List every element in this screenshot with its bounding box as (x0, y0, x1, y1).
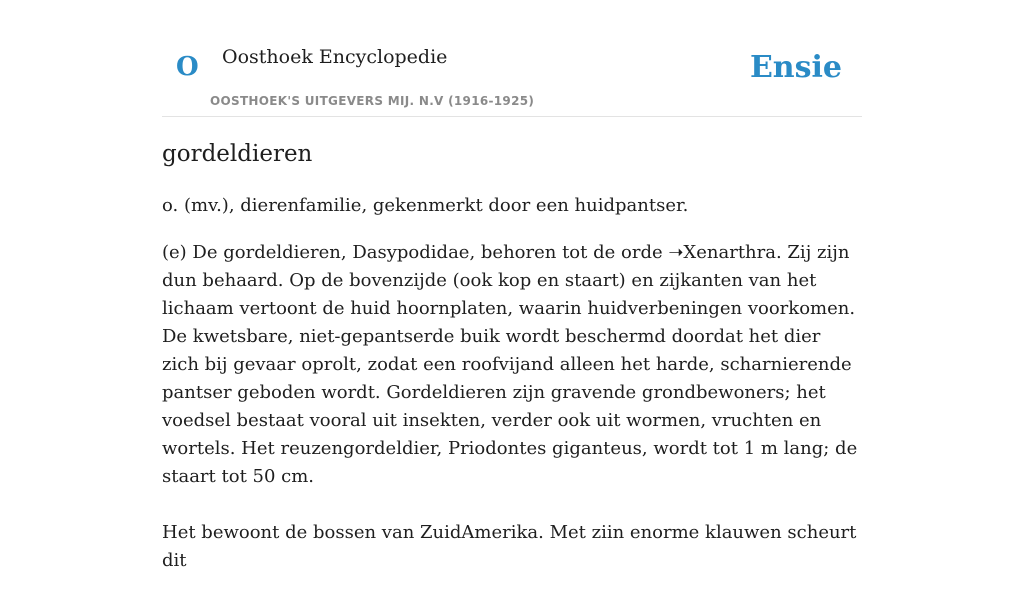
source-title[interactable]: Oosthoek Encyclopedie (222, 46, 448, 68)
entry-definition: o. (mv.), dierenfamilie, gekenmerkt door een huidpantser. (162, 195, 689, 216)
entry-content (162, 138, 862, 603)
xref-link-xenarthra[interactable]: ➝Xenarthra (668, 242, 776, 263)
source-logo[interactable]: O (176, 52, 199, 82)
entry-paragraph (162, 239, 862, 491)
entry-term: gordeldieren (162, 141, 313, 167)
paragraph-text: . Zij zijn dun behaard. Op de bovenzijde (ook kop en staart) en zijkanten van het lichaam vertoont de huid hoornplaten, waarin huidverbeningen voorkomen. De kwetsbare, niet-gepantserde buik wordt beschermd doordat het dier zich bij gevaar oprolt, zodat een roofvijand alleen het harde, scharnierende pantser geboden wordt. Gordeldieren zijn gravende grondbewoners; het voedsel bestaat vooral uit insekten, verder ook uit wormen, vruchten en wortels. Het reuzengordeldier, Priodontes giganteus, wordt tot 1 m lang; de staart tot 50 cm. (162, 242, 858, 487)
brand-logo-link[interactable]: Ensie (749, 50, 842, 85)
source-header (162, 0, 862, 117)
entry-paragraph: Het bewoont de bossen van ZuidAmerika. Met ziin enorme klauwen scheurt dit (162, 522, 857, 571)
paragraph-text: (e) De gordeldieren, Dasypodidae, behoren tot de orde (162, 242, 669, 263)
source-publisher: OOSTHOEK'S UITGEVERS MIJ. N.V (1916-1925) (210, 94, 535, 108)
